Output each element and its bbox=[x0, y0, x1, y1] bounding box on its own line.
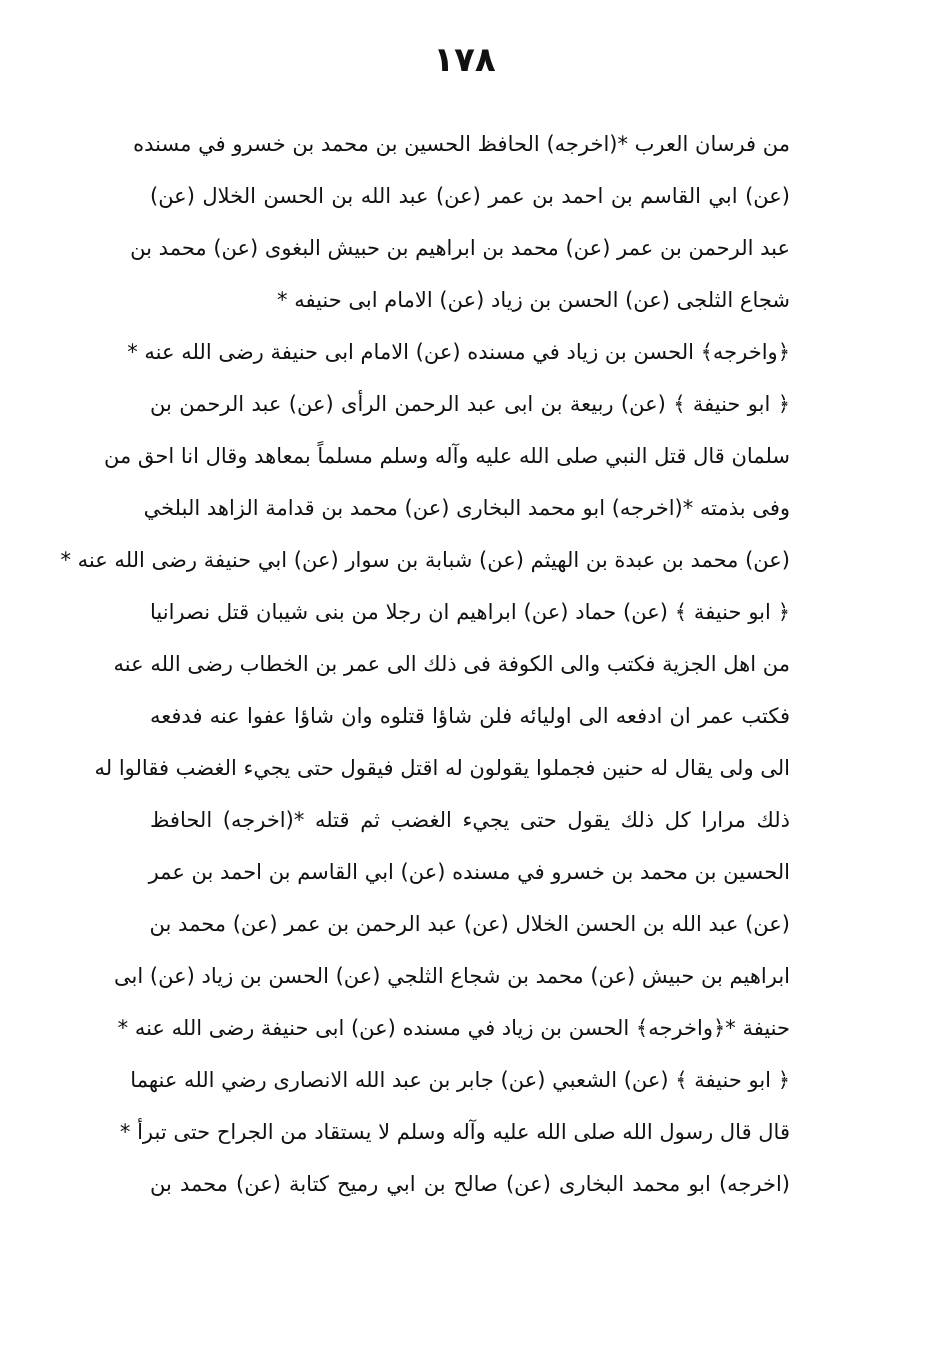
text-line: فكتب عمر ان ادفعه الى اوليائه فلن شاؤا قتلوه وان شاؤا عفوا عنه فدفعه bbox=[150, 704, 790, 728]
text-line: (اخرجه) ابو محمد البخارى (عن) صالح بن ابي رميح كتابة (عن) محمد بن bbox=[150, 1172, 790, 1196]
text-line: ﴿واخرجه﴾ الحسن بن زياد في مسنده (عن) الامام ابى حنيفة رضى الله عنه * bbox=[127, 340, 790, 364]
text-line: ابراهيم بن حبيش (عن) محمد بن شجاع الثلجي (عن) الحسن بن زياد (عن) ابى bbox=[114, 964, 790, 988]
text-line: (عن) عبد الله بن الحسن الخلال (عن) عبد الرحمن بن عمر (عن) محمد بن bbox=[149, 912, 790, 936]
text-line: شجاع الثلجى (عن) الحسن بن زياد (عن) الامام ابى حنيفه * bbox=[277, 288, 790, 312]
text-line: حنيفة *﴿واخرجه﴾ الحسن بن زياد في مسنده (عن) ابى حنيفة رضى الله عنه * bbox=[117, 1016, 790, 1040]
text-line: من فرسان العرب *(اخرجه) الحافظ الحسين بن محمد بن خسرو في مسنده bbox=[133, 132, 790, 156]
page-number: ١٧٨ bbox=[433, 40, 496, 80]
text-line: الحسين بن محمد بن خسرو في مسنده (عن) ابي القاسم بن احمد بن عمر bbox=[148, 860, 790, 884]
text-line: سلمان قال قتل النبي صلى الله عليه وآله وسلم مسلماً بمعاهد وقال انا احق من bbox=[103, 444, 790, 468]
text-line: قال قال رسول الله صلى الله عليه وآله وسلم لا يستقاد من الجراح حتى تبرأ * bbox=[119, 1120, 790, 1144]
text-line: ﴿ ابو حنيفة ﴾ (عن) الشعبي (عن) جابر بن عبد الله الانصارى رضي الله عنهما bbox=[130, 1068, 790, 1092]
text-line: (عن) ابي القاسم بن احمد بن عمر (عن) عبد الله بن الحسن الخلال (عن) bbox=[150, 184, 790, 208]
text-line: ﴿ ابو حنيفة ﴾ (عن) ربيعة بن ابى عبد الرحمن الرأى (عن) عبد الرحمن بن bbox=[150, 392, 790, 416]
text-line: الى ولى يقال له حنين فجملوا يقولون له اقتل فيقول حتى يجيء الغضب فقالوا له bbox=[94, 756, 790, 780]
text-line: ﴿ ابو حنيفة ﴾ (عن) حماد (عن) ابراهيم ان رجلا من بنى شيبان قتل نصرانيا bbox=[150, 600, 790, 624]
text-line: وفى بذمته *(اخرجه) ابو محمد البخارى (عن) محمد بن قدامة الزاهد البلخي bbox=[143, 496, 790, 520]
text-line: من اهل الجزية فكتب والى الكوفة فى ذلك الى عمر بن الخطاب رضى الله عنه bbox=[113, 652, 790, 676]
text-line: (عن) محمد بن عبدة بن الهيثم (عن) شبابة بن سوار (عن) ابي حنيفة رضى الله عنه * bbox=[60, 548, 790, 572]
text-line: ذلك مرارا كل ذلك يقول حتى يجيء الغضب ثم قتله *(اخرجه) الحافظ bbox=[150, 808, 790, 832]
body-text bbox=[60, 118, 790, 1210]
text-line: عبد الرحمن بن عمر (عن) محمد بن ابراهيم بن حبيش البغوى (عن) محمد بن bbox=[130, 236, 790, 260]
